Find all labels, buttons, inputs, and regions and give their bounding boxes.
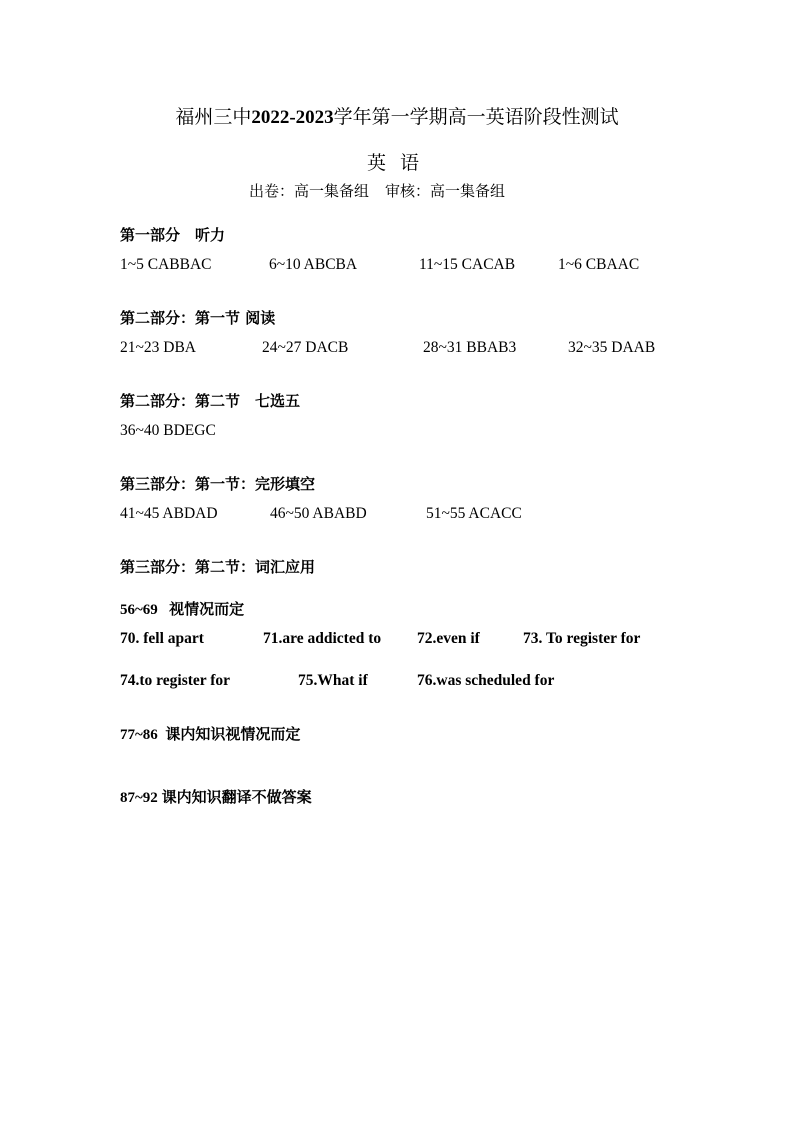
vocab-answer-70: 70. fell apart — [120, 630, 204, 647]
page-title — [0, 106, 794, 130]
cloze-heading: 第三部分：第一节：完形填空 — [120, 475, 316, 493]
reviewer-label: 审核：高一集备组 — [385, 182, 506, 200]
note-77-text: 课内知识视情况而定 — [165, 725, 301, 743]
seven-five-answer-1: 36~40 BDEGC — [120, 422, 216, 439]
note-87-92 — [120, 786, 312, 807]
note-87-text: 课内知识翻译不做答案 — [161, 788, 312, 806]
vocab-answer-75: 75.What if — [298, 672, 368, 689]
setter-label: 出卷：高一集备组 — [249, 182, 370, 200]
reading-answer-1: 21~23 DBA — [120, 339, 196, 356]
reading-answer-3: 28~31 BBAB3 — [423, 339, 517, 356]
authors-line — [249, 180, 505, 201]
seven-five-heading: 第二部分：第二节 七选五 — [120, 392, 301, 410]
vocab-answer-76: 76.was scheduled for — [417, 672, 555, 689]
subject-label: 英语 — [366, 153, 433, 174]
title-year: 2022-2023 — [251, 107, 334, 128]
listening-answer-2: 6~10 ABCBA — [269, 256, 358, 273]
vocabulary-heading: 第三部分：第二节：词汇应用 — [120, 558, 316, 576]
note-56-69 — [120, 598, 244, 619]
note-56-text: 视情况而定 — [169, 600, 245, 618]
reading-answer-2: 24~27 DACB — [262, 339, 349, 356]
vocab-answer-73: 73. To register for — [523, 630, 641, 647]
note-87-range: 87~92 — [120, 790, 158, 806]
note-56-range: 56~69 — [120, 602, 158, 618]
vocab-answer-71: 71.are addicted to — [263, 630, 382, 647]
cloze-answer-2: 46~50 ABABD — [270, 505, 367, 522]
vocab-answer-72: 72.even if — [417, 630, 480, 647]
vocab-answer-74: 74.to register for — [120, 672, 231, 689]
listening-heading: 第一部分 听力 — [120, 226, 226, 244]
reading-heading: 第二部分：第一节 阅读 — [120, 309, 276, 327]
listening-answer-4: 1~6 CBAAC — [558, 256, 640, 273]
reading-answer-4: 32~35 DAAB — [568, 339, 656, 356]
cloze-answer-1: 41~45 ABDAD — [120, 505, 218, 522]
note-77-range: 77~86 — [120, 727, 158, 743]
listening-answer-3: 11~15 CACAB — [419, 256, 516, 273]
title-suffix: 学年第一学期高一英语阶段性测试 — [333, 107, 619, 128]
note-77-86 — [120, 723, 300, 744]
listening-answer-1: 1~5 CABBAC — [120, 256, 212, 273]
cloze-answer-3: 51~55 ACACC — [426, 505, 522, 522]
title-prefix: 福州三中 — [175, 107, 252, 128]
